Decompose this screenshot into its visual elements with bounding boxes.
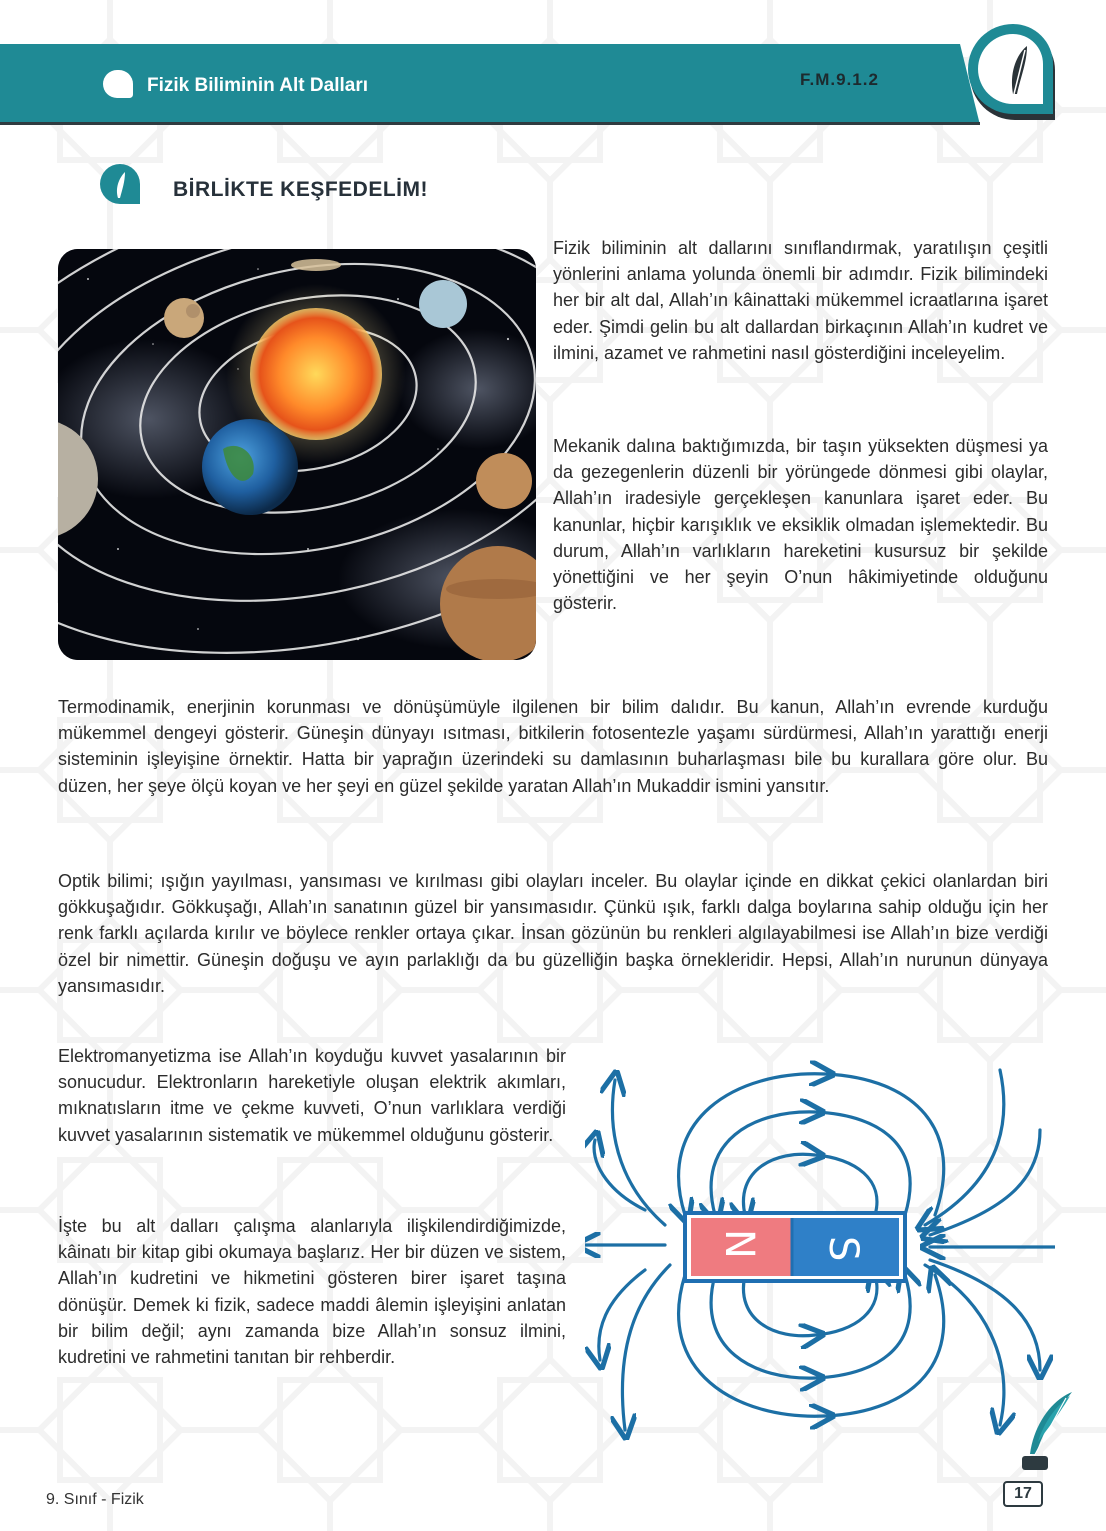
page-number: 17 (1003, 1481, 1043, 1507)
paragraph-intro: Fizik biliminin alt dallarını sınıflandırmak, yaratılışın çeşitli yönlerini anlama yolunda önemli bir adımdır. Fizik bilimindeki her bir alt dal, Allah’ın kâinattaki mükemmel icraatlarına işaret eder. Şimdi gelin bu alt dallardan birkaçının Allah’ın kudret ve ilmini, azamet ve rahmetini nasıl gösterdiğini inceleyelim. (553, 238, 1048, 363)
quill-inkwell-icon (1000, 1388, 1080, 1482)
paragraph-electromagnetism: Elektromanyetizma ise Allah’ın koyduğu kuvvet yasalarının bir sonucudur. Elektronların hareketiyle oluşan elektrik akımları, mıknatısların itme ve çekme kuvveti, O’nun varlıklara verdiği kuvvet yasalarının sistematik ve mükemmel olduğunu gösterir. (58, 1046, 566, 1145)
paragraph-conclusion: İşte bu alt dalları çalışma alanlarıyla ilişkilendirdiğimizde, kâinatı bir kitap gibi okumaya başlarız. Her bir düzen ve sistem, Allah’ın kudretini ve hikmetini gösteren birer işaret taşına dönüşür. Demek ki fizik, sadece maddi âlemin işleyişini anlatan bir bilim değil; aynı zamanda bize Allah’ın sonsuz ilmini, kudretini ve rahmetini tanıtan bir rehberdir. (58, 1216, 566, 1368)
quill-badge-icon (965, 20, 1065, 130)
north-pole-label: N (716, 1229, 762, 1259)
header-title: Fizik Biliminin Alt Dalları (147, 75, 368, 96)
paragraph-mechanics: Mekanik dalına baktığımızda, bir taşın yüksekten düşmesi ya da gezegenlerin düzenli bir yörüngede dönmesi gibi olaylar, Allah’ın iradesiyle gerçekleşen kanunlara işaret eder. Bu kanunlar, hiçbir karışıklık ve eksiklik olmadan işlemektedir. Bu durum, Allah’ın varlıkların hareketini kusursuz bir şekilde yönettiğini ve her şeyin O’nun hâkimiyetinde olduğunu gösterir. (553, 436, 1048, 614)
header-bubble-icon (103, 70, 133, 98)
magnetic-field-diagram (585, 1050, 1055, 1450)
outcome-code: F.M.9.1.2 (800, 70, 879, 89)
section-title: BİRLİKTE KEŞFEDELİM! (173, 178, 428, 201)
paragraph-thermodynamics: Termodinamik, enerjinin korunması ve dönüşümüyle ilgilenen bir bilim dalıdır. Bu kanun, Allah’ın evrende kurduğu mükemmel dengeyi gösterir. Güneşin dünyayı ısıtması, bitkilerin fotosentezle yaşamı sürdürmesi, Allah’ın yarattığı enerji sisteminin işleyişine örnektir. Hatta bir yaprağın üzerindeki su damlasının buharlaşması bile bu kurallara göre olur. Bu düzen, her şeye ölçü koyan ve her şeyi en güzel şekilde yaratan Allah’ın Mukaddir ismini yansıtır. (58, 697, 1048, 796)
south-pole-label: S (820, 1236, 866, 1262)
book-label: 9. Sınıf - Fizik (46, 1491, 144, 1508)
solar-system-image (58, 249, 536, 660)
quill-icon (98, 162, 142, 206)
paragraph-optics: Optik bilimi; ışığın yayılması, yansıması ve kırılması gibi olayları inceler. Bu olaylar içinde en dikkat çekici olanlardan biri gökkuşağıdır. Gökkuşağı, Allah’ın sanatının güzel bir yansımasıdır. Çünkü ışık, farklı dalga boylarına sahip olduğu için her renk farklı açılarda kırılır ve böylece renkler ortaya çıkar. İnsan gözünün bu renkleri algılayabilmesi ise Allah’ın bize verdiği özel bir nimettir. Güneşin doğuşu ve ayın parlaklığı da bu güzelliğin başka örnekleridir. Hepsi, Allah’ın nurunun dünyaya yansımasıdır. (58, 871, 1048, 996)
